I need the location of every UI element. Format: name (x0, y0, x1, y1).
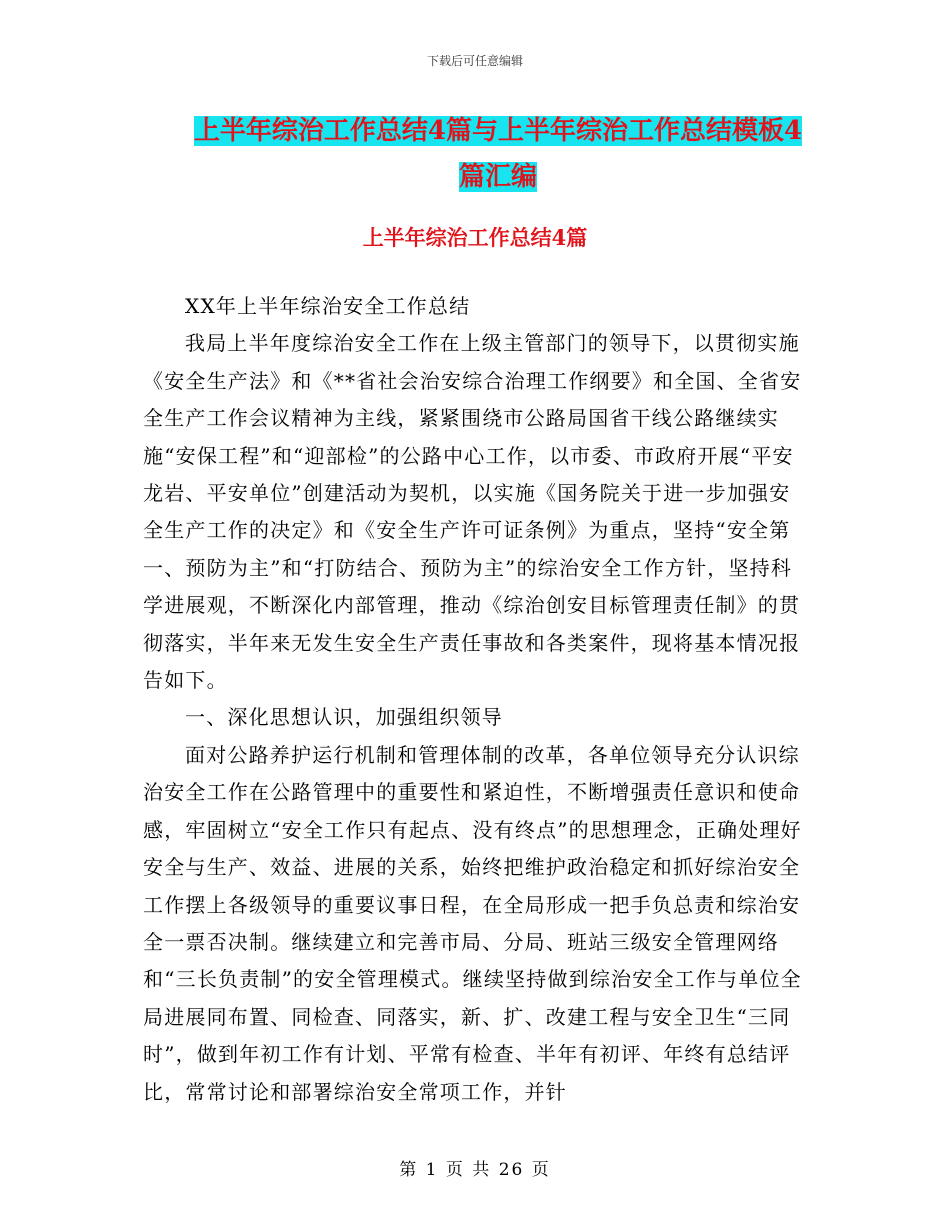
report-subtitle: XX年上半年综治安全工作总结 (185, 294, 471, 318)
page-number-footer: 第 1 页 共 26 页 (399, 1160, 551, 1180)
paragraph-section-one: 面对公路养护运行机制和管理体制的改革，各单位领导充分认识综治安全工作在公路管理中的重要性和紧迫性，不断增强责任意识和使命感，牢固树立“安全工作只有起点、没有终点”的思想理念，正确处理好安全与生产、效益、进展的关系，始终把维护政治稳定和抓好综治安全工作摆上各级领导的重要议事日程，在全局形成一把手负总责和综治安全一票否决制。继续建立和完善市局、分局、班站三级安全管理网络和“三长负责制”的安全管理模式。继续坚持做到综治安全工作与单位全局进展同布置、同检查、同落实，新、扩、改建工程与安全卫生“三同时”，做到年初工作有计划、平常有检查、半年有初评、年终有总结评比，常常讨论和部署综治安全常项工作，并针 (143, 742, 802, 1104)
heading-section-one: 一、深化思想认识，加强组织领导 (185, 705, 503, 730)
page-header-note: 下载后可任意编辑 (426, 54, 523, 68)
section-title: 上半年综治工作总结4篇 (362, 225, 588, 250)
document-title-line-2: 篇汇编 (458, 162, 537, 192)
document-title-line-1: 上半年综治工作总结4篇与上半年综治工作总结模板4 (193, 116, 803, 146)
document-title (185, 108, 811, 200)
paragraph-intro: 我局上半年度综治安全工作在上级主管部门的领导下，以贯彻实施《安全生产法》和《**省社会治安综合治理工作纲要》和全国、全省安全生产工作会议精神为主线，紧紧围绕市公路局国省干线公路继续实施“安保工程”和“迎部检”的公路中心工作，以市委、市政府开展“平安龙岩、平安单位”创建活动为契机，以实施《国务院关于进一步加强安全生产工作的决定》和《安全生产许可证条例》为重点，坚持“安全第一、预防为主”和“打防结合、预防为主”的综治安全工作方针，坚持科学进展观，不断深化内部管理，推动《综治创安目标管理责任制》的贯彻落实，半年来无发生安全生产责任事故和各类案件，现将基本情况报告如下。 (143, 331, 802, 693)
document-body (143, 288, 803, 1111)
